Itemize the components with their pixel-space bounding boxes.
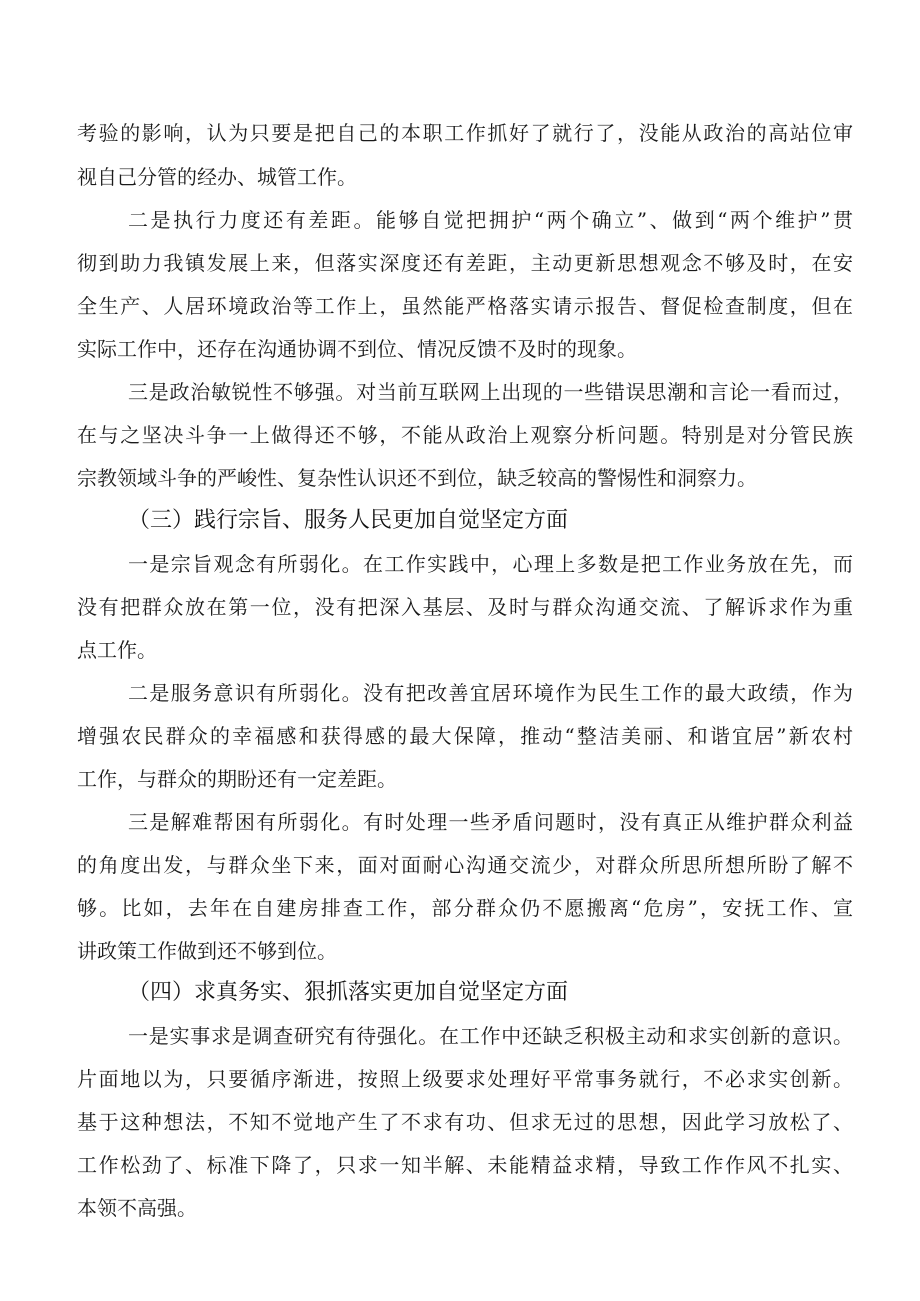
text-line: 在与之坚决斗争一上做得还不够，不能从政治上观察分析问题。特别是对分管民族: [77, 423, 853, 447]
text-line: 一是宗旨观念有所弱化。在工作实践中，心理上多数是把工作业务放在先，而: [128, 552, 853, 576]
text-line: 工作松劲了、标准下降了，只求一知半解、未能精益求精，导致工作作风不扎实、: [77, 1153, 853, 1177]
text-line: 片面地以为，只要循序渐进，按照上级要求处理好平常事务就行，不必求实创新。: [77, 1067, 853, 1091]
text-line: 二是执行力度还有差距。能够自觉把拥护“两个确立”、做到“两个维护”贯: [128, 208, 853, 232]
text-line: 点工作。: [77, 638, 157, 662]
section-heading-3: （三）践行宗旨、服务人民更加自觉坚定方面: [128, 508, 569, 533]
text-line: 考验的影响，认为只要是把自己的本职工作抓好了就行了，没能从政治的高站位审: [77, 121, 853, 145]
text-line: 讲政策工作做到还不够到位。: [77, 939, 337, 963]
text-line: 全生产、人居环境政治等工作上，虽然能严格落实请示报告、督促检查制度，但在: [77, 294, 853, 318]
text-line: 够。比如，去年在自建房排查工作，部分群众仍不愿搬离“危房”，安抚工作、宣: [77, 896, 853, 920]
text-line: 的角度出发，与群众坐下来，面对面耐心沟通交流少，对群众所思所想所盼了解不: [77, 853, 853, 877]
text-line: 彻到助力我镇发展上来，但落实深度还有差距，主动更新思想观念不够及时，在安: [77, 251, 853, 275]
text-line: 二是服务意识有所弱化。没有把改善宜居环境作为民生工作的最大政绩，作为: [128, 681, 853, 705]
text-line: 视自己分管的经办、城管工作。: [77, 165, 357, 189]
text-line: 工作，与群众的期盼还有一定差距。: [77, 767, 397, 791]
text-line: 增强农民群众的幸福感和获得感的最大保障，推动“整洁美丽、和谐宜居”新农村: [77, 724, 853, 748]
section-heading-4: （四）求真务实、狠抓落实更加自觉坚定方面: [128, 980, 569, 1005]
text-line: 一是实事求是调查研究有待强化。在工作中还缺乏积极主动和求实创新的意识。: [128, 1024, 853, 1048]
text-line: 实际工作中，还存在沟通协调不到位、情况反馈不及时的现象。: [77, 337, 637, 361]
text-line: 没有把群众放在第一位，没有把深入基层、及时与群众沟通交流、了解诉求作为重: [77, 595, 853, 619]
text-line: 宗教领域斗争的严峻性、复杂性认识还不到位，缺乏较高的警惕性和洞察力。: [77, 466, 757, 490]
text-line: 基于这种想法，不知不觉地产生了不求有功、但求无过的思想，因此学习放松了、: [77, 1110, 853, 1134]
text-line: 本领不高强。: [77, 1196, 197, 1220]
text-line: 三是解难帮困有所弱化。有时处理一些矛盾问题时，没有真正从维护群众利益: [128, 810, 853, 834]
text-line: 三是政治敏锐性不够强。对当前互联网上出现的一些错误思潮和言论一看而过，: [128, 380, 853, 404]
